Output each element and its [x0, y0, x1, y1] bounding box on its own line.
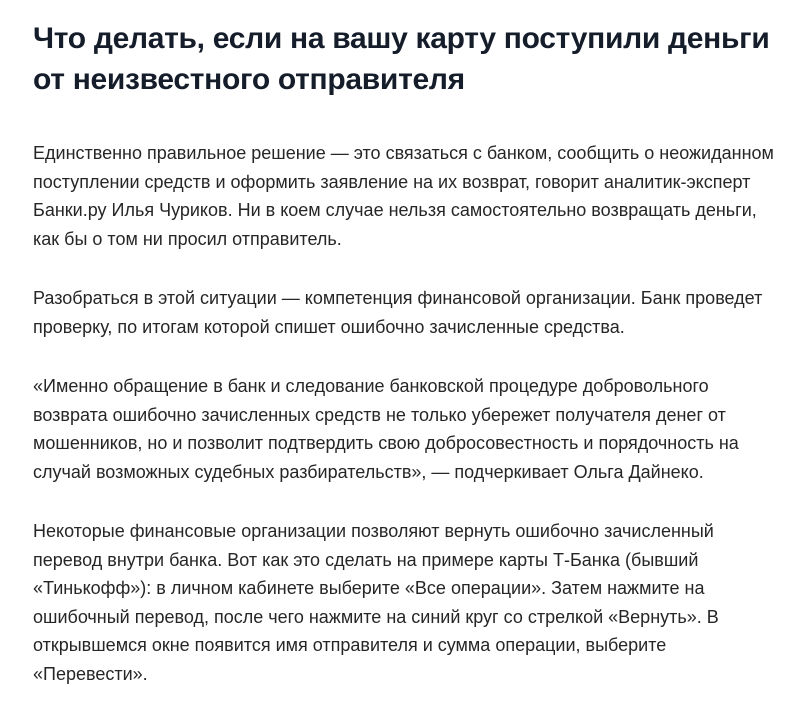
article-paragraph-quote: «Именно обращение в банк и следование банковской процедуре добровольного возврата ошибочно зачисленных средств не только убережет получателя денег от мошенников, но и позволит подтвердить свою добросовестность и порядочность на случай возможных судебных разбирательств», — подчеркивает Ольга Дайнеко. [33, 376, 739, 482]
article-body [33, 139, 778, 688]
article [33, 18, 778, 719]
article-paragraph-2: Разобраться в этой ситуации — компетенция финансовой организации. Банк проведет проверку, по итогам которой спишет ошибочно зачисленные средства. [33, 288, 763, 337]
article-headline: Что делать, если на вашу карту поступили деньги от неизвестного отправителя [33, 22, 770, 96]
article-paragraph-4: Некоторые финансовые организации позволяют вернуть ошибочно зачисленный перевод внутри банка. Вот как это сделать на примере карты Т-Банка (бывший «Тинькофф»): в личном кабинете выберите «Все операции». Затем нажмите на ошибочный перевод, после чего нажмите на синий круг со стрелкой «Вернуть». В открывшемся окне появится имя отправителя и сумма операции, выберите «Перевести». [33, 521, 719, 684]
article-paragraph-1: Единственно правильное решение — это связаться с банком, сообщить о неожиданном поступлении средств и оформить заявление на их возврат, говорит аналитик-эксперт Банки.ру Илья Чуриков. Ни в коем случае нельзя самостоятельно возвращать деньги, как бы о том ни просил отправитель. [33, 143, 774, 249]
